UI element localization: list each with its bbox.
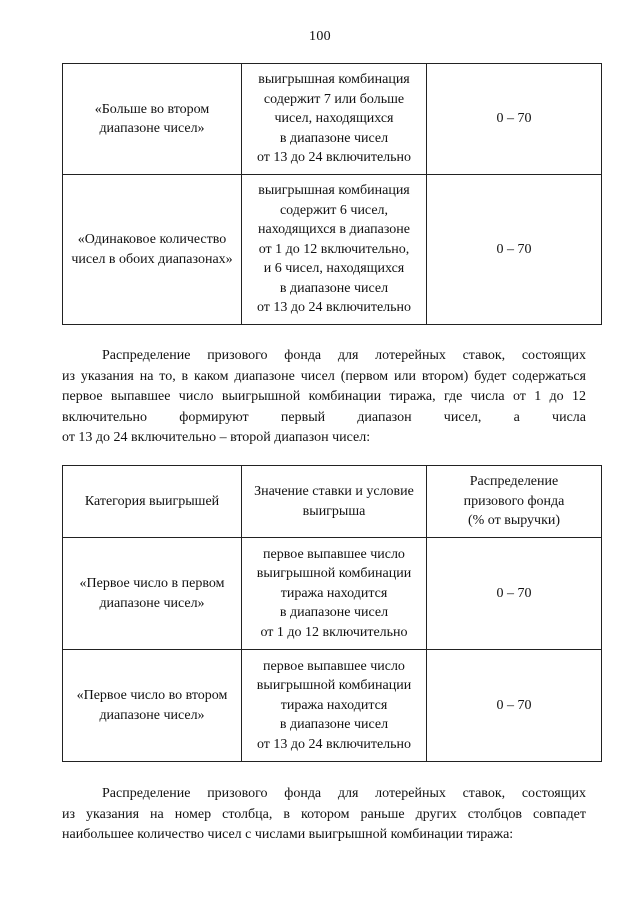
table-header-row — [63, 466, 602, 538]
paragraph-line: первое выпавшее число выигрышной комбинации тиража, где числа от 1 до 12 — [62, 389, 586, 404]
distribution-cell: 0 – 70 — [427, 650, 602, 762]
paragraph-line: Распределение призового фонда для лотерейных ставок, состоящих — [102, 786, 586, 801]
paragraph-line: из указания на номер столбца, в котором раньше других столбцов совпадет — [62, 806, 586, 822]
table-row — [63, 538, 602, 650]
distribution-cell: 0 – 70 — [427, 175, 602, 325]
header-condition: Значение ставки и условие выигрыша — [242, 466, 427, 538]
paragraph-distribution-first-number — [62, 346, 586, 449]
table-row — [63, 64, 602, 175]
category-cell: «Первое число во втором диапазоне чисел» — [63, 650, 242, 762]
paragraph-line: от 13 до 24 включительно – второй диапазон чисел: — [62, 430, 371, 445]
category-cell: «Одинаковое количество чисел в обоих диапазонах» — [63, 175, 242, 325]
condition-cell: первое выпавшее число выигрышной комбинации тиража находится в диапазоне чисел от 1 до 12 включительно — [242, 538, 427, 650]
condition-cell: выигрышная комбинация содержит 7 или больше чисел, находящихся в диапазоне чисел от 13 до 24 включительно — [242, 64, 427, 175]
category-cell: «Первое число в первом диапазоне чисел» — [63, 538, 242, 650]
condition-cell: первое выпавшее число выигрышной комбинации тиража находится в диапазоне чисел от 13 до 24 включительно — [242, 650, 427, 762]
distribution-cell: 0 – 70 — [427, 538, 602, 650]
table-row — [63, 175, 602, 325]
paragraph-line: включительно формируют первый диапазон чисел, а числа — [62, 409, 586, 425]
paragraph-line: Распределение призового фонда для лотерейных ставок, состоящих — [102, 348, 586, 363]
header-distribution: Распределение призового фонда (% от выручки) — [427, 466, 602, 538]
paragraph-line: из указания на то, в каком диапазоне чисел (первом или втором) будет содержаться — [62, 368, 586, 384]
table-row — [63, 650, 602, 762]
distribution-cell: 0 – 70 — [427, 64, 602, 175]
category-cell: «Больше во втором диапазоне чисел» — [63, 64, 242, 175]
prize-distribution-table-2 — [62, 465, 602, 762]
paragraph-distribution-column — [62, 784, 586, 846]
prize-distribution-table-1 — [62, 63, 602, 325]
condition-cell: выигрышная комбинация содержит 6 чисел, находящихся в диапазоне от 1 до 12 включительно, и 6 чисел, находящихся в диапазоне чисел от 13 до 24 включительно — [242, 175, 427, 325]
page-number: 100 — [309, 29, 331, 44]
header-category: Категория выигрышей — [63, 466, 242, 538]
paragraph-line: наибольшее количество чисел с числами выигрышной комбинации тиража: — [62, 827, 514, 842]
